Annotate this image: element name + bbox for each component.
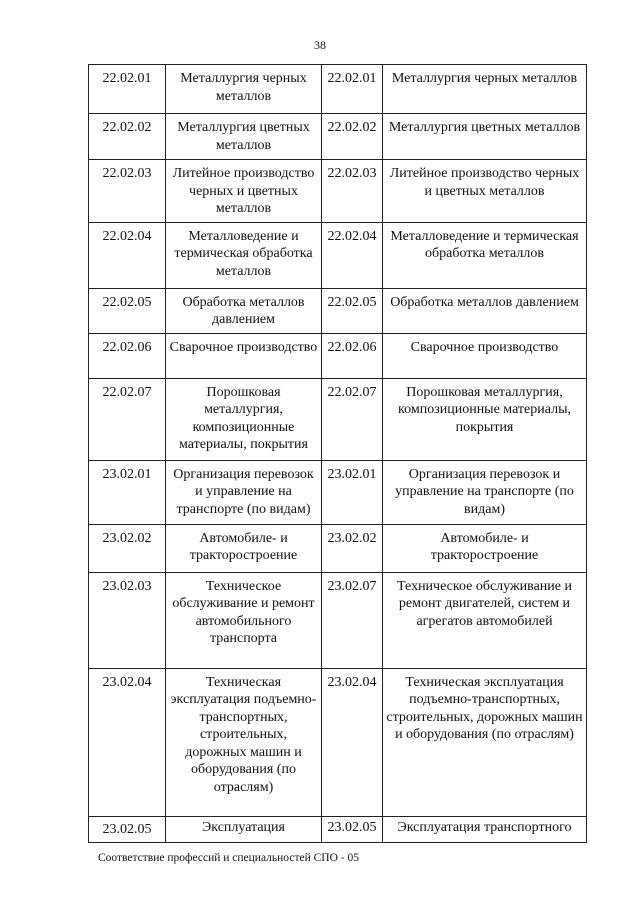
new-name-cell: Эксплуатация транспортного [383,816,587,843]
table-row [89,572,587,668]
new-name-cell: Техническое обслуживание и ремонт двигателей, систем и агрегатов автомобилей [383,572,587,668]
old-code-cell: 23.02.02 [89,524,166,572]
new-code-cell: 22.02.01 [322,65,383,114]
old-code-cell: 23.02.03 [89,572,166,668]
new-code-cell: 23.02.02 [322,524,383,572]
new-name-cell: Техническая эксплуатация подъемно-транспортных, строительных, дорожных машин и оборудования (по отраслям) [383,668,587,816]
old-code-cell: 22.02.01 [89,65,166,114]
old-name-cell: Автомобиле- и тракторостроение [166,524,322,572]
table-row [89,222,587,288]
old-code-cell: 23.02.01 [89,460,166,524]
old-code-cell: 22.02.05 [89,288,166,333]
old-name-cell: Эксплуатация [166,816,322,843]
table-row [89,160,587,223]
new-code-cell: 23.02.05 [322,816,383,843]
table-row [89,333,587,378]
old-code-cell: 22.02.02 [89,114,166,160]
old-code-cell: 22.02.04 [89,222,166,288]
old-code-cell: 22.02.03 [89,160,166,223]
new-name-cell: Металловедение и термическая обработка металлов [383,222,587,288]
new-name-cell: Порошковая металлургия, композиционные материалы, покрытия [383,378,587,460]
specialties-table [88,64,587,843]
old-name-cell: Техническая эксплуатация подъемно-транспортных, строительных, дорожных машин и оборудования (по отраслям) [166,668,322,816]
new-name-cell: Сварочное производство [383,333,587,378]
old-name-cell: Обработка металлов давлением [166,288,322,333]
old-code-cell: 23.02.04 [89,668,166,816]
old-name-cell: Металловедение и термическая обработка металлов [166,222,322,288]
old-name-cell: Сварочное производство [166,333,322,378]
table-row [89,816,587,843]
new-code-cell: 22.02.07 [322,378,383,460]
table-row [89,288,587,333]
table-row [89,460,587,524]
old-name-cell: Порошковая металлургия, композиционные материалы, покрытия [166,378,322,460]
old-name-cell: Металлургия цветных металлов [166,114,322,160]
new-code-cell: 22.02.03 [322,160,383,223]
old-name-cell: Техническое обслуживание и ремонт автомобильного транспорта [166,572,322,668]
new-code-cell: 22.02.06 [322,333,383,378]
table-row [89,668,587,816]
old-code-cell: 23.02.05 [89,816,166,843]
new-code-cell: 22.02.04 [322,222,383,288]
new-code-cell: 23.02.07 [322,572,383,668]
table-row [89,114,587,160]
table-row [89,65,587,114]
old-name-cell: Организация перевозок и управление на транспорте (по видам) [166,460,322,524]
new-name-cell: Автомобиле- и тракторостроение [383,524,587,572]
new-code-cell: 23.02.01 [322,460,383,524]
new-name-cell: Литейное производство черных и цветных металлов [383,160,587,223]
new-name-cell: Обработка металлов давлением [383,288,587,333]
page-footer: Соответствие профессий и специальностей СПО - 05 [98,852,359,864]
old-name-cell: Металлургия черных металлов [166,65,322,114]
new-name-cell: Организация перевозок и управление на транспорте (по видам) [383,460,587,524]
table-row [89,524,587,572]
new-name-cell: Металлургия цветных металлов [383,114,587,160]
old-code-cell: 22.02.07 [89,378,166,460]
new-code-cell: 22.02.02 [322,114,383,160]
new-name-cell: Металлургия черных металлов [383,65,587,114]
table-row [89,378,587,460]
old-name-cell: Литейное производство черных и цветных металлов [166,160,322,223]
new-code-cell: 22.02.05 [322,288,383,333]
old-code-cell: 22.02.06 [89,333,166,378]
new-code-cell: 23.02.04 [322,668,383,816]
page-number: 38 [314,38,326,52]
